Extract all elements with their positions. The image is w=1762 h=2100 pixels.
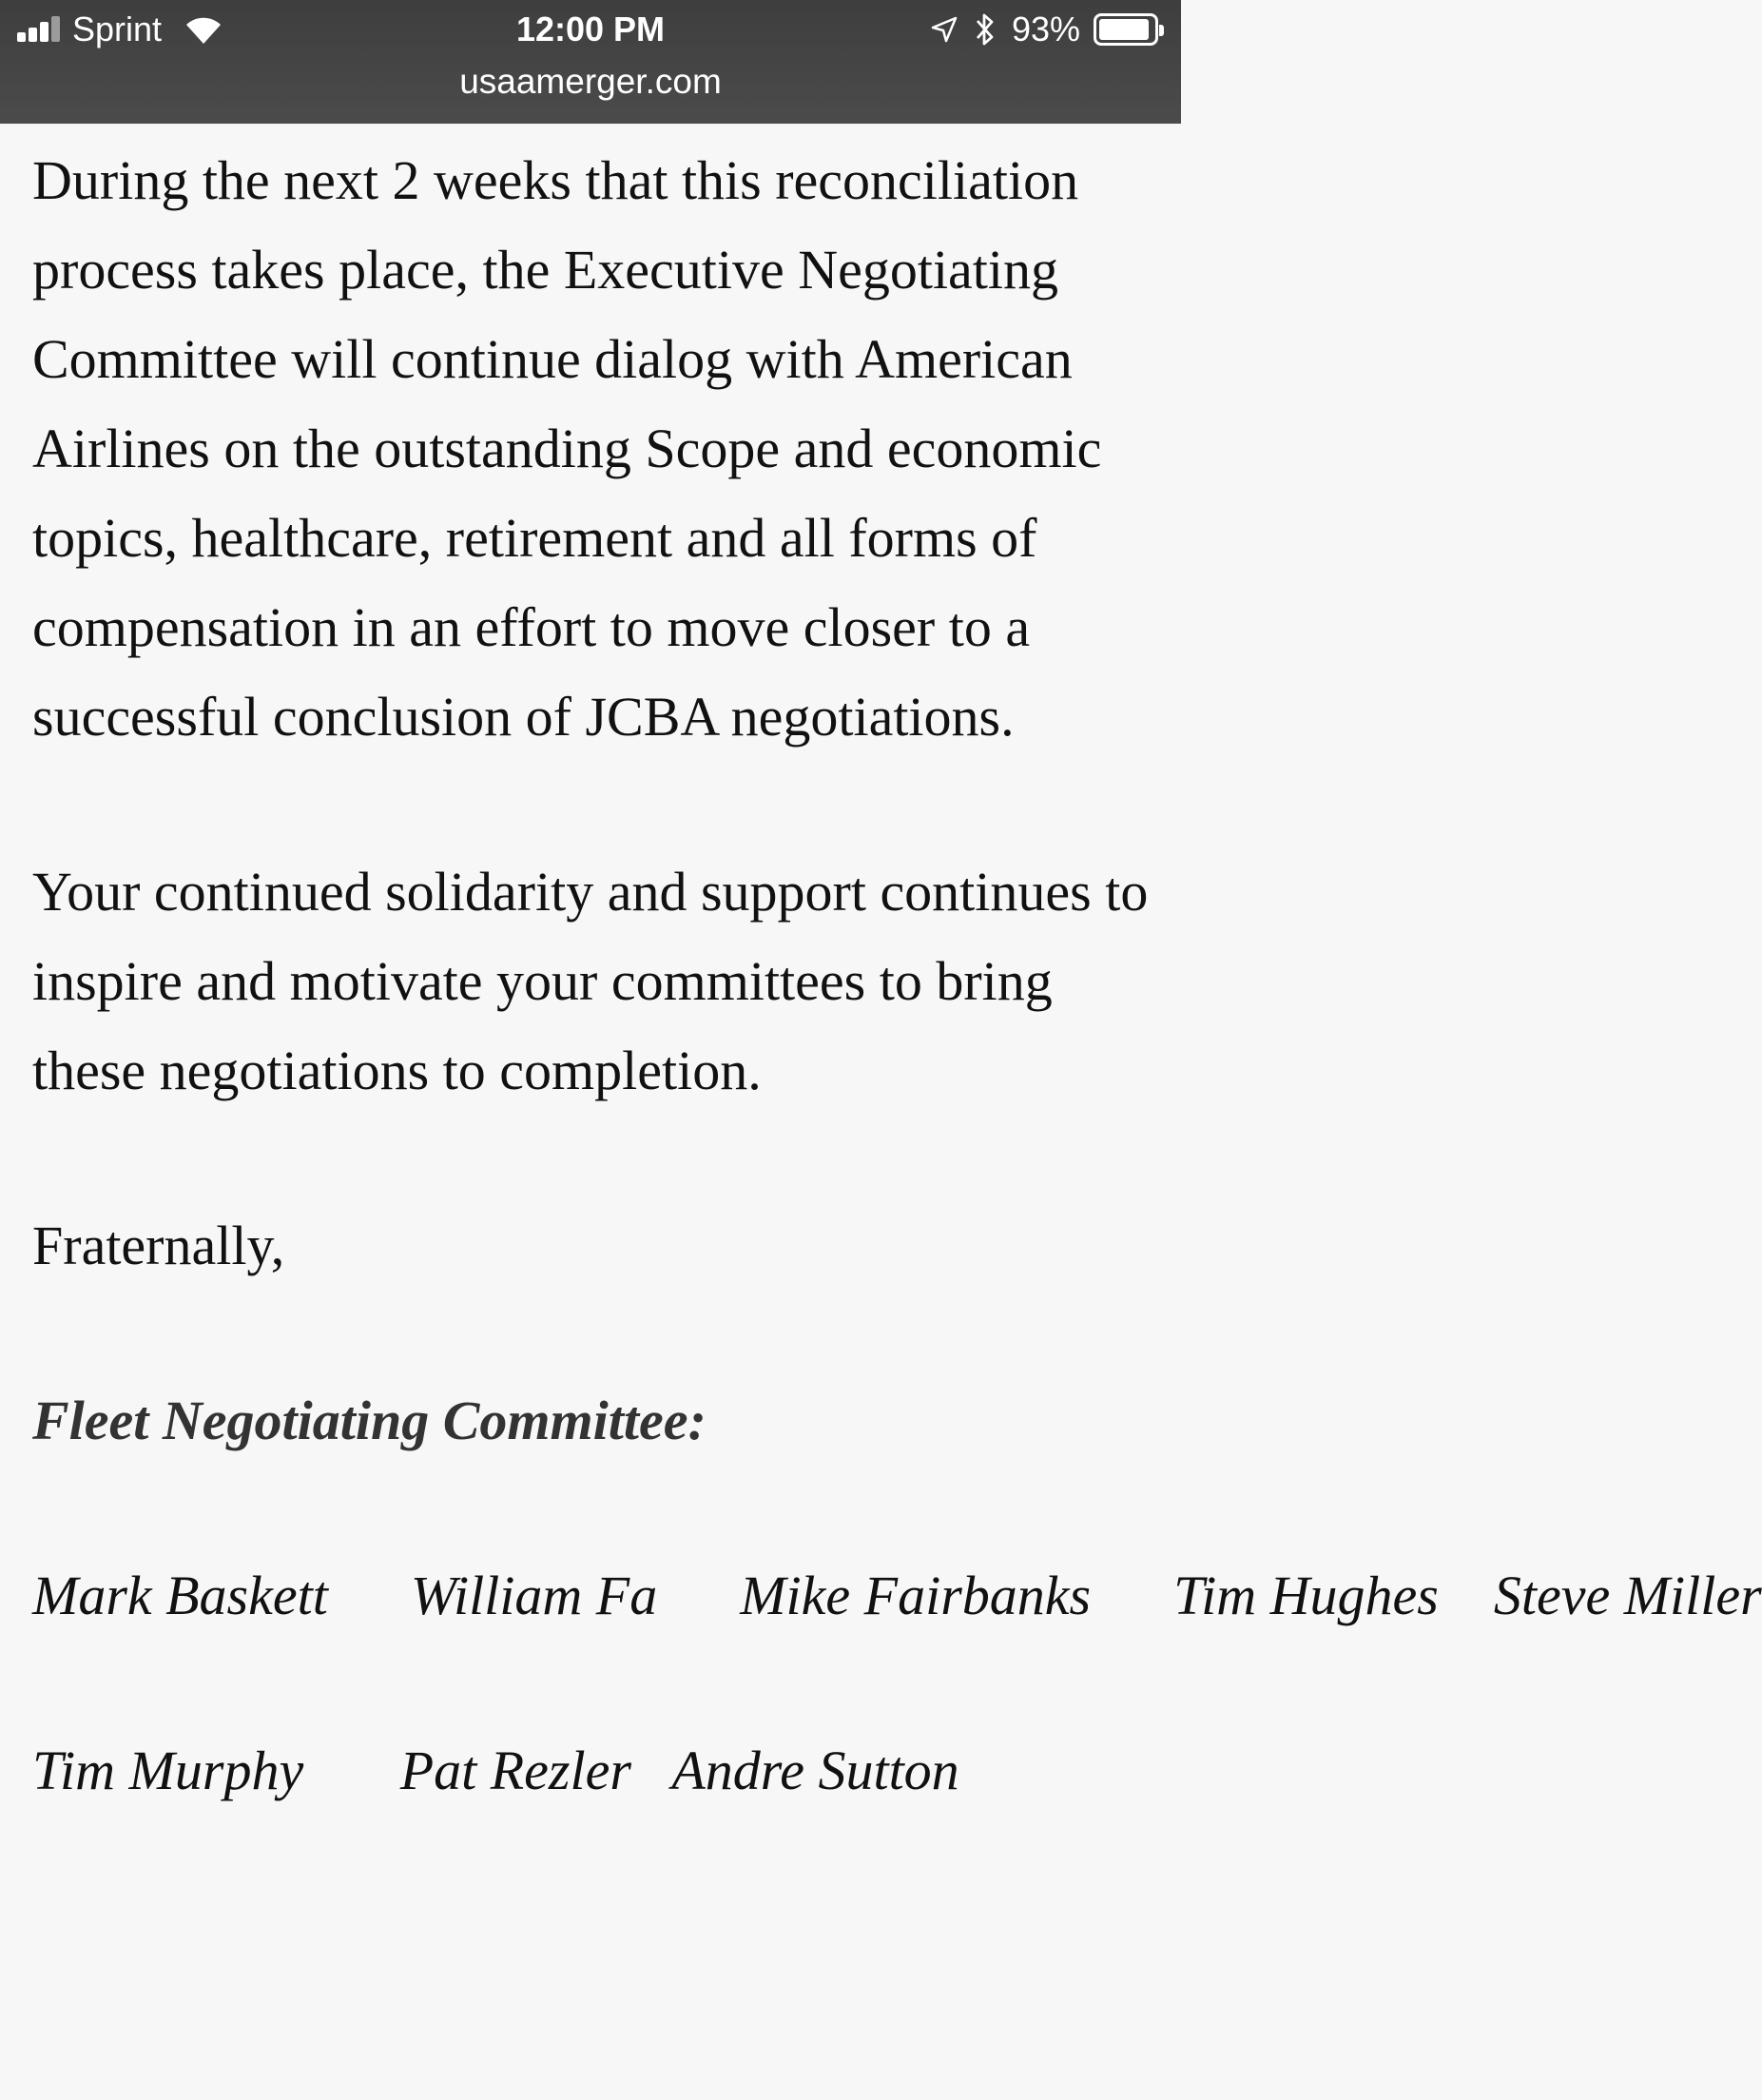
- member-name: Tim Murphy: [32, 1740, 304, 1801]
- member-name: Tim Hughes: [1173, 1565, 1439, 1626]
- article-paragraph: During the next 2 weeks that this reconciliation process takes place, the Executive Negotiating Committee will continue dialog with American Airlines on the outstanding Scope and economic topics, healthcare, retirement and all forms of compensation in an effort to move closer to a successful conclusion of JCBA negotiations.: [32, 149, 1102, 748]
- article-paragraph: Your continued solidarity and support continues to inspire and motivate your committees to bring these negotiations to completion.: [32, 861, 1149, 1101]
- committee-heading: Fleet Negotiating Committee:: [32, 1390, 707, 1451]
- committee-members: [32, 1726, 1154, 1816]
- url-display[interactable]: usaamerger.com: [459, 62, 722, 101]
- battery-percentage: 93%: [1012, 10, 1081, 49]
- battery-icon: [1094, 13, 1158, 46]
- member-name: Steve Miller: [1493, 1565, 1762, 1626]
- member-name: William Fa: [410, 1565, 658, 1626]
- member-name: Mike Fairbanks: [740, 1565, 1092, 1626]
- bluetooth-icon: [974, 11, 997, 48]
- committee-members: [32, 1551, 1762, 1641]
- clock: 12:00 PM: [515, 10, 666, 49]
- status-bar: [0, 0, 1181, 59]
- article-content: [32, 124, 1762, 1816]
- location-arrow-icon: [930, 15, 958, 44]
- member-name: Andre Sutton: [671, 1740, 959, 1801]
- member-name: Mark Baskett: [32, 1565, 328, 1626]
- member-name: Pat Rezler: [399, 1740, 631, 1801]
- browser-top-bar: [0, 0, 1181, 124]
- closing-salutation: Fraternally,: [32, 1215, 285, 1276]
- battery-fill: [1099, 19, 1149, 40]
- carrier-name: Sprint: [72, 10, 163, 49]
